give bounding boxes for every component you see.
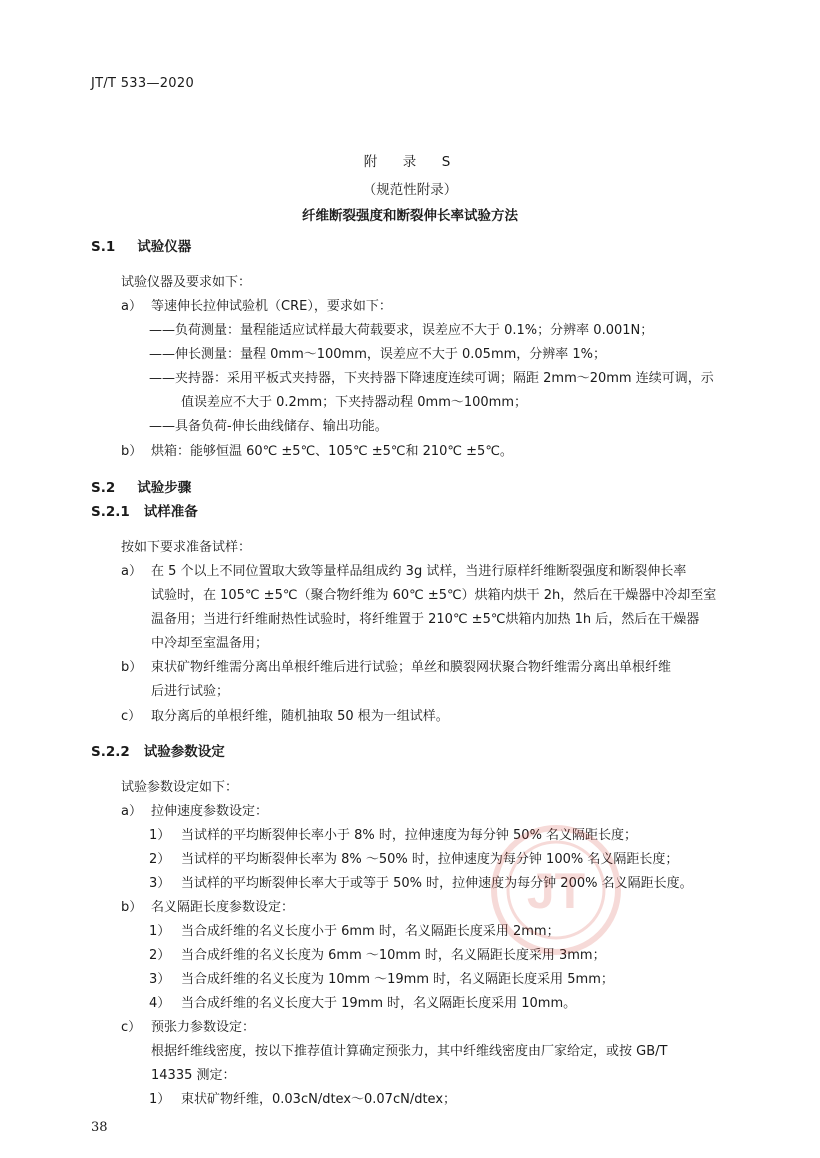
list-item-marker: b） (121, 444, 143, 459)
sub-item-text: 当合成纤维的名义长度大于 19mm 时，名义隔距长度采用 10mm。 (181, 996, 577, 1011)
section-title: 试验仪器 (137, 239, 192, 255)
sub-item-number: 3） (149, 972, 171, 987)
paragraph: 试验仪器及要求如下： (121, 275, 252, 290)
section-number: S.1 (91, 239, 116, 255)
dash-item: ——负荷测量：量程能适应试样最大荷载要求，误差应不大于 0.1%；分辨率 0.001N； (149, 323, 654, 338)
section-s2-heading (91, 480, 191, 497)
paragraph: 14335 测定： (151, 1068, 236, 1083)
list-item-text: 名义隔距长度参数设定： (151, 900, 295, 915)
subsection-number: S.2.2 (91, 744, 130, 760)
section-title: 试验步骤 (137, 480, 192, 496)
list-item-marker: c） (121, 1020, 142, 1035)
list-item-text: 预张力参数设定： (151, 1020, 256, 1035)
dash-item: ——伸长测量：量程 0mm～100mm，误差应不大于 0.05mm，分辨率 1%； (149, 347, 607, 362)
sub-item-text: 当试样的平均断裂伸长率大于或等于 50% 时，拉伸速度为每分钟 200% 名义隔距长度。 (181, 876, 693, 891)
list-item-text: 试验时，在 105℃ ±5℃（聚合物纤维为 60℃ ±5℃）烘箱内烘干 2h，然后在干燥器中冷却至室 (151, 588, 717, 603)
list-item-marker: c） (121, 709, 142, 724)
list-item-text: 在 5 个以上不同位置取大致等量样品组成约 3g 试样，当进行原样纤维断裂强度和断裂伸长率 (151, 564, 687, 579)
standard-code-header: JT/T 533—2020 (91, 76, 195, 91)
appendix-title: 附 录 S (363, 154, 457, 170)
list-item-text: 束状矿物纤维需分离出单根纤维后进行试验；单丝和膜裂网状聚合物纤维需分离出单根纤维 (151, 660, 672, 675)
dash-item-continued: 值误差应不大于 0.2mm；下夹持器动程 0mm～100mm； (181, 395, 528, 410)
subsection-number: S.2.1 (91, 504, 130, 520)
subsection-title: 试验参数设定 (143, 744, 225, 760)
paragraph: 试验参数设定如下： (121, 780, 239, 795)
list-item-text: 后进行试验； (151, 684, 230, 699)
list-item-text: 拉伸速度参数设定： (151, 804, 269, 819)
sub-item-text: 当试样的平均断裂伸长率小于 8% 时，拉伸速度为每分钟 50% 名义隔距长度； (181, 828, 638, 843)
list-item-text: 等速伸长拉伸试验机（CRE），要求如下： (151, 299, 392, 314)
sub-item-number: 2） (149, 852, 171, 867)
appendix-type: （规范性附录） (362, 182, 458, 198)
sub-item-number: 1） (149, 828, 171, 843)
sub-item-text: 束状矿物纤维，0.03cN/dtex～0.07cN/dtex； (181, 1092, 457, 1107)
sub-item-text: 当合成纤维的名义长度小于 6mm 时，名义隔距长度采用 2mm； (181, 924, 560, 939)
list-item-marker: a） (121, 299, 142, 314)
list-item-text: 温备用；当进行纤维耐热性试验时，将纤维置于 210℃ ±5℃烘箱内加热 1h 后，然后在干燥器 (151, 612, 700, 627)
sub-item-number: 2） (149, 948, 171, 963)
list-item-text: 取分离后的单根纤维，随机抽取 50 根为一组试样。 (151, 709, 449, 724)
stamp-label: JT (526, 863, 586, 919)
subsection-title: 试样准备 (143, 504, 198, 520)
jt-watermark-stamp (488, 822, 624, 958)
sub-item-text: 当合成纤维的名义长度为 6mm ～10mm 时，名义隔距长度采用 3mm； (181, 948, 606, 963)
appendix-name: 纤维断裂强度和断裂伸长率试验方法 (302, 208, 518, 224)
section-number: S.2 (91, 480, 116, 496)
sub-item-number: 1） (149, 1092, 171, 1107)
list-item-text: 中冷却至室温备用； (151, 636, 269, 651)
sub-item-number: 4） (149, 996, 171, 1011)
list-item-marker: a） (121, 804, 142, 819)
sub-item-text: 当试样的平均断裂伸长率为 8% ～50% 时，拉伸速度为每分钟 100% 名义隔距长度； (181, 852, 679, 867)
list-item-marker: b） (121, 660, 143, 675)
subsection-s21-heading (91, 504, 198, 521)
sub-item-text: 当合成纤维的名义长度为 10mm ～19mm 时，名义隔距长度采用 5mm； (181, 972, 614, 987)
list-item-marker: a） (121, 564, 142, 579)
section-s1-heading (91, 239, 191, 256)
paragraph: 按如下要求准备试样： (121, 540, 252, 555)
dash-item: ——具备负荷-伸长曲线储存、输出功能。 (149, 419, 388, 434)
list-item-text: 烘箱：能够恒温 60℃ ±5℃、105℃ ±5℃和 210℃ ±5℃。 (151, 444, 513, 459)
subsection-s22-heading (91, 744, 225, 761)
page-number: 38 (91, 1120, 108, 1135)
list-item-marker: b） (121, 900, 143, 915)
paragraph: 根据纤维线密度，按以下推荐值计算确定预张力，其中纤维线密度由厂家给定，或按 GB/T (151, 1044, 668, 1059)
sub-item-number: 3） (149, 876, 171, 891)
dash-item: ——夹持器：采用平板式夹持器，下夹持器下降速度连续可调；隔距 2mm～20mm 连续可调，示 (149, 371, 714, 386)
sub-item-number: 1） (149, 924, 171, 939)
